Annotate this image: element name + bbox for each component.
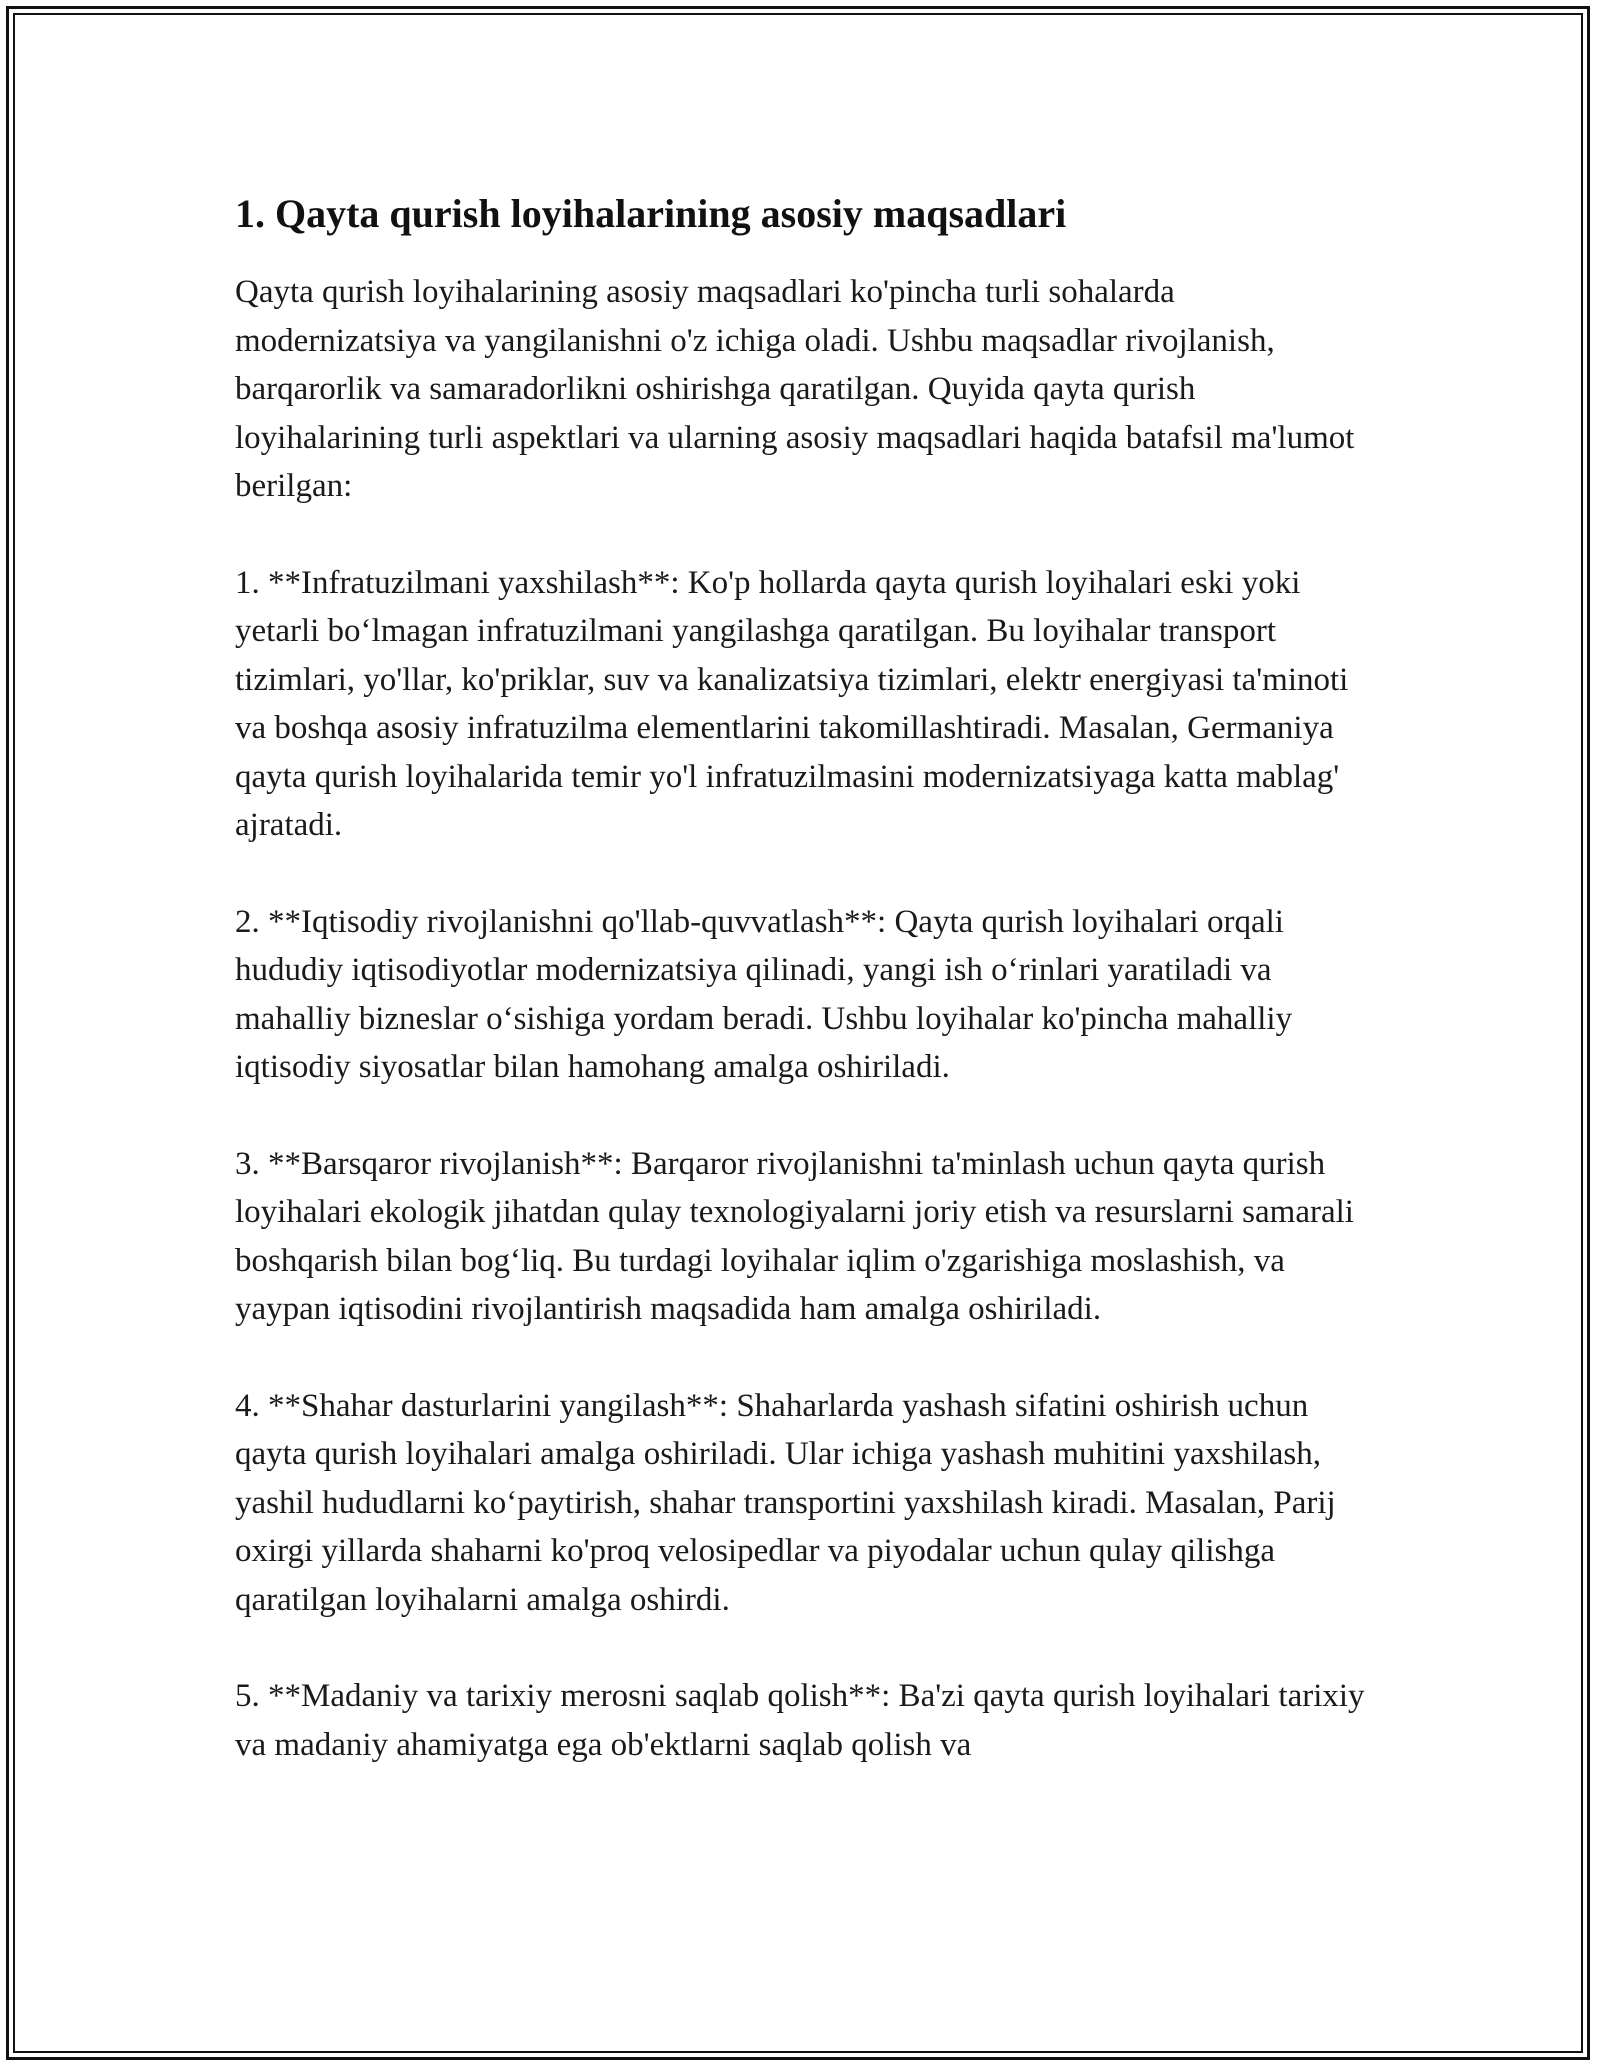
document-body <box>235 186 1375 1817</box>
intro-paragraph: Qayta qurish loyihalarining asosiy maqsadlari ko'pincha turli sohalarda modernizatsiya va yangilanishni o'z ichiga oladi. Ushbu maqsadlar rivojlanish, barqarorlik va samaradorlikni oshirishga qaratilgan. Quyida qayta qurish loyihalarining turli aspektlari va ularning asosiy maqsadlari haqida batafsil ma'lumot berilgan: <box>235 274 1355 504</box>
paragraph-sustainable-development: 3. **Barsqaror rivojlanish**: Barqaror rivojlanishni ta'minlash uchun qayta qurish loyihalari ekologik jihatdan qulay texnologiyalarni joriy etish va resurslarni samarali boshqarish bilan bog‘liq. Bu turdagi loyihalar iqlim o'zgarishiga moslashish, va yaypan iqtisodini rivojlantirish maqsadida ham amalga oshiriladi. <box>235 1145 1354 1327</box>
paragraph-cultural-heritage: 5. **Madaniy va tarixiy merosni saqlab qolish**: Ba'zi qayta qurish loyihalari tarixiy va madaniy ahamiyatga ega ob'ektlarni saqlab qolish va <box>235 1678 1365 1763</box>
paragraph-urban-programs: 4. **Shahar dasturlarini yangilash**: Shaharlarda yashash sifatini oshirish uchun qayta qurish loyihalari amalga oshiriladi. Ular ichiga yashash muhitini yaxshilash, yashil hududlarni ko‘paytirish, shahar transportini yaxshilash kiradi. Masalan, Parij oxirgi yillarda shaharni ko'proq velosipedlar va piyodalar uchun qulay qilishga qaratilgan loyihalarni amalga oshirdi. <box>235 1387 1336 1618</box>
section-heading: 1. Qayta qurish loyihalarining asosiy maqsadlari <box>235 191 1067 236</box>
paragraph-economic-development: 2. **Iqtisodiy rivojlanishni qo'llab-quvvatlash**: Qayta qurish loyihalari orqali hududiy iqtisodiyotlar modernizatsiya qilinadi, yangi ish o‘rinlari yaratiladi va mahalliy bizneslar o‘sishiga yordam beradi. Ushbu loyihalar ko'pincha mahalliy iqtisodiy siyosatlar bilan hamohang amalga oshiriladi. <box>235 903 1293 1085</box>
paragraph-infrastructure: 1. **Infratuzilmani yaxshilash**: Ko'p hollarda qayta qurish loyihalari eski yoki yetarli bo‘lmagan infratuzilmani yangilashga qaratilgan. Bu loyihalar transport tizimlari, yo'llar, ko'priklar, suv va kanalizatsiya tizimlari, elektr energiyasi ta'minoti va boshqa asosiy infratuzilma elementlarini takomillashtiradi. Masalan, Germaniya qayta qurish loyihalarida temir yo'l infratuzilmasini modernizatsiyaga katta mablag' ajratadi. <box>235 564 1349 843</box>
